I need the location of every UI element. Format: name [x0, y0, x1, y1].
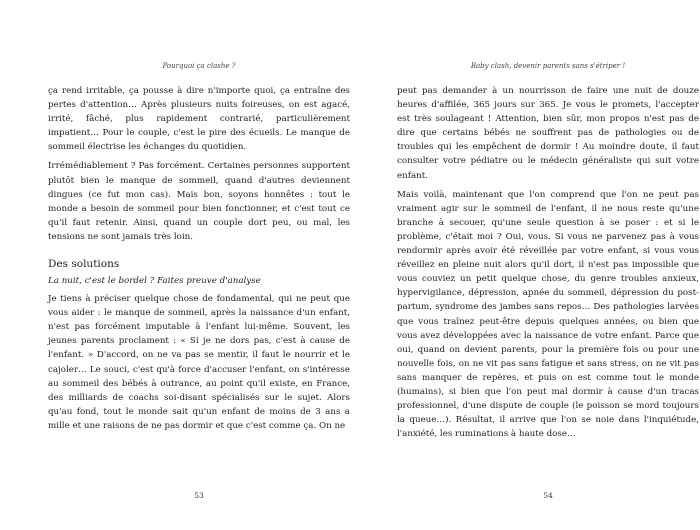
paragraph: Irrémédiablement ? Pas forcément. Certaines personnes supportent plutôt bien le manque de sommeil, quand d'autres deviennent dingues (ce fut mon cas). Mais bon, soyons honnêtes : tout le monde a besoin de sommeil pour bien fonctionner, et c'est tout ce qu'il faut retenir. Ainsi, quand un couple dort peu, ou mal, les tensions ne sont jamais très loin. — [48, 161, 350, 242]
left-page-body — [48, 84, 350, 433]
running-head-left: Pourquoi ça clashe ? — [162, 62, 236, 70]
right-page — [397, 0, 699, 530]
section-title: Des solutions — [48, 258, 120, 271]
page-number-right: 54 — [543, 491, 553, 500]
subsection-title: La nuit, c'est le bordel ? Faites preuve d'analyse — [48, 276, 261, 287]
paragraph: ça rend irritable, ça pousse à dire n'importe quoi, ça entraîne des pertes d'attention… Après plusieurs nuits foireuses, on est agacé, irrité, fâché, plus rapidement contrarié, particulièrement impatient… Pour le couple, c'est le pire des écueils. Le manque de sommeil électrise les échanges du quotidien. — [48, 86, 350, 153]
page-number-left: 53 — [194, 491, 204, 500]
left-page — [48, 0, 350, 530]
paragraph: Mais voilà, maintenant que l'on comprend que l'on ne peut pas vraiment agir sur le sommeil de l'enfant, il ne nous reste qu'une branche à secouer, qu'une seule question à se poser : et si le problème, c'était moi ? Oui, vous. Si vous ne parvenez pas à vous rendormir après avoir été réveillée par votre enfant, si vous vous réveillez en pleine nuit alors qu'il dort, il n'est pas impossible que vous couviez un petit quelque chose, du genre troubles anxieux, hypervigilance, dépression, apnée du sommeil, dépression du post-partum, syndrome des jambes sans repos… Des pathologies larvées que vous traînez peut-être depuis quelques années, ou bien que vous avez développées avec la naissance de votre enfant. Parce que oui, quand on devient parents, pour la première fois ou pour une nouvelle fois, on ne vit pas sans fatigue et sans stress, on ne vit pas sans manquer de repères, et puis on est comme tout le monde (humains), si bien que l'on peut mal dormir à cause d'un tracas professionnel, d'une dispute de couple (le poisson se mord toujours la queue…). Résultat, il arrive que l'on se noie dans l'inquiétude, l'anxiété, les ruminations à haute dose… — [397, 189, 699, 440]
paragraph: peut pas demander à un nourrisson de faire une nuit de douze heures d'affilée, 365 jours sur 365. Je vous le promets, l'accepter est très soulageant ! Attention, bien sûr, mon propos n'est pas de dire que certains bébés ne souffrent pas de pathologies ou de troubles qui les empêchent de dormir ! Au moindre doute, il faut consulter votre pédiatre ou le médecin généraliste qui suit votre enfant. — [397, 86, 699, 181]
right-page-body — [397, 84, 699, 441]
running-head-right: Baby clash, devenir parents sans s'étriper ! — [470, 62, 626, 70]
paragraph: Je tiens à préciser quelque chose de fondamental, qui ne peut que vous aider : le manque de sommeil, après la naissance d'un enfant, n'est pas forcément imputable à l'enfant lui-même. Souvent, les jeunes parents proclament : « Si je ne dors pas, c'est à cause de l'enfant. » D'accord, on ne va pas se mentir, il faut le nourrir et le cajoler… Le souci, c'est qu'à force d'accuser l'enfant, on s'intéresse au sommeil des bébés à outrance, au point qu'il existe, en France, des milliards de coachs soi-disant spécialisés sur le sujet. Alors qu'au fond, tout le monde sait qu'un enfant de moins de 3 ans a mille et une raisons de ne pas dormir et que c'est comme ça. On ne — [48, 294, 350, 431]
